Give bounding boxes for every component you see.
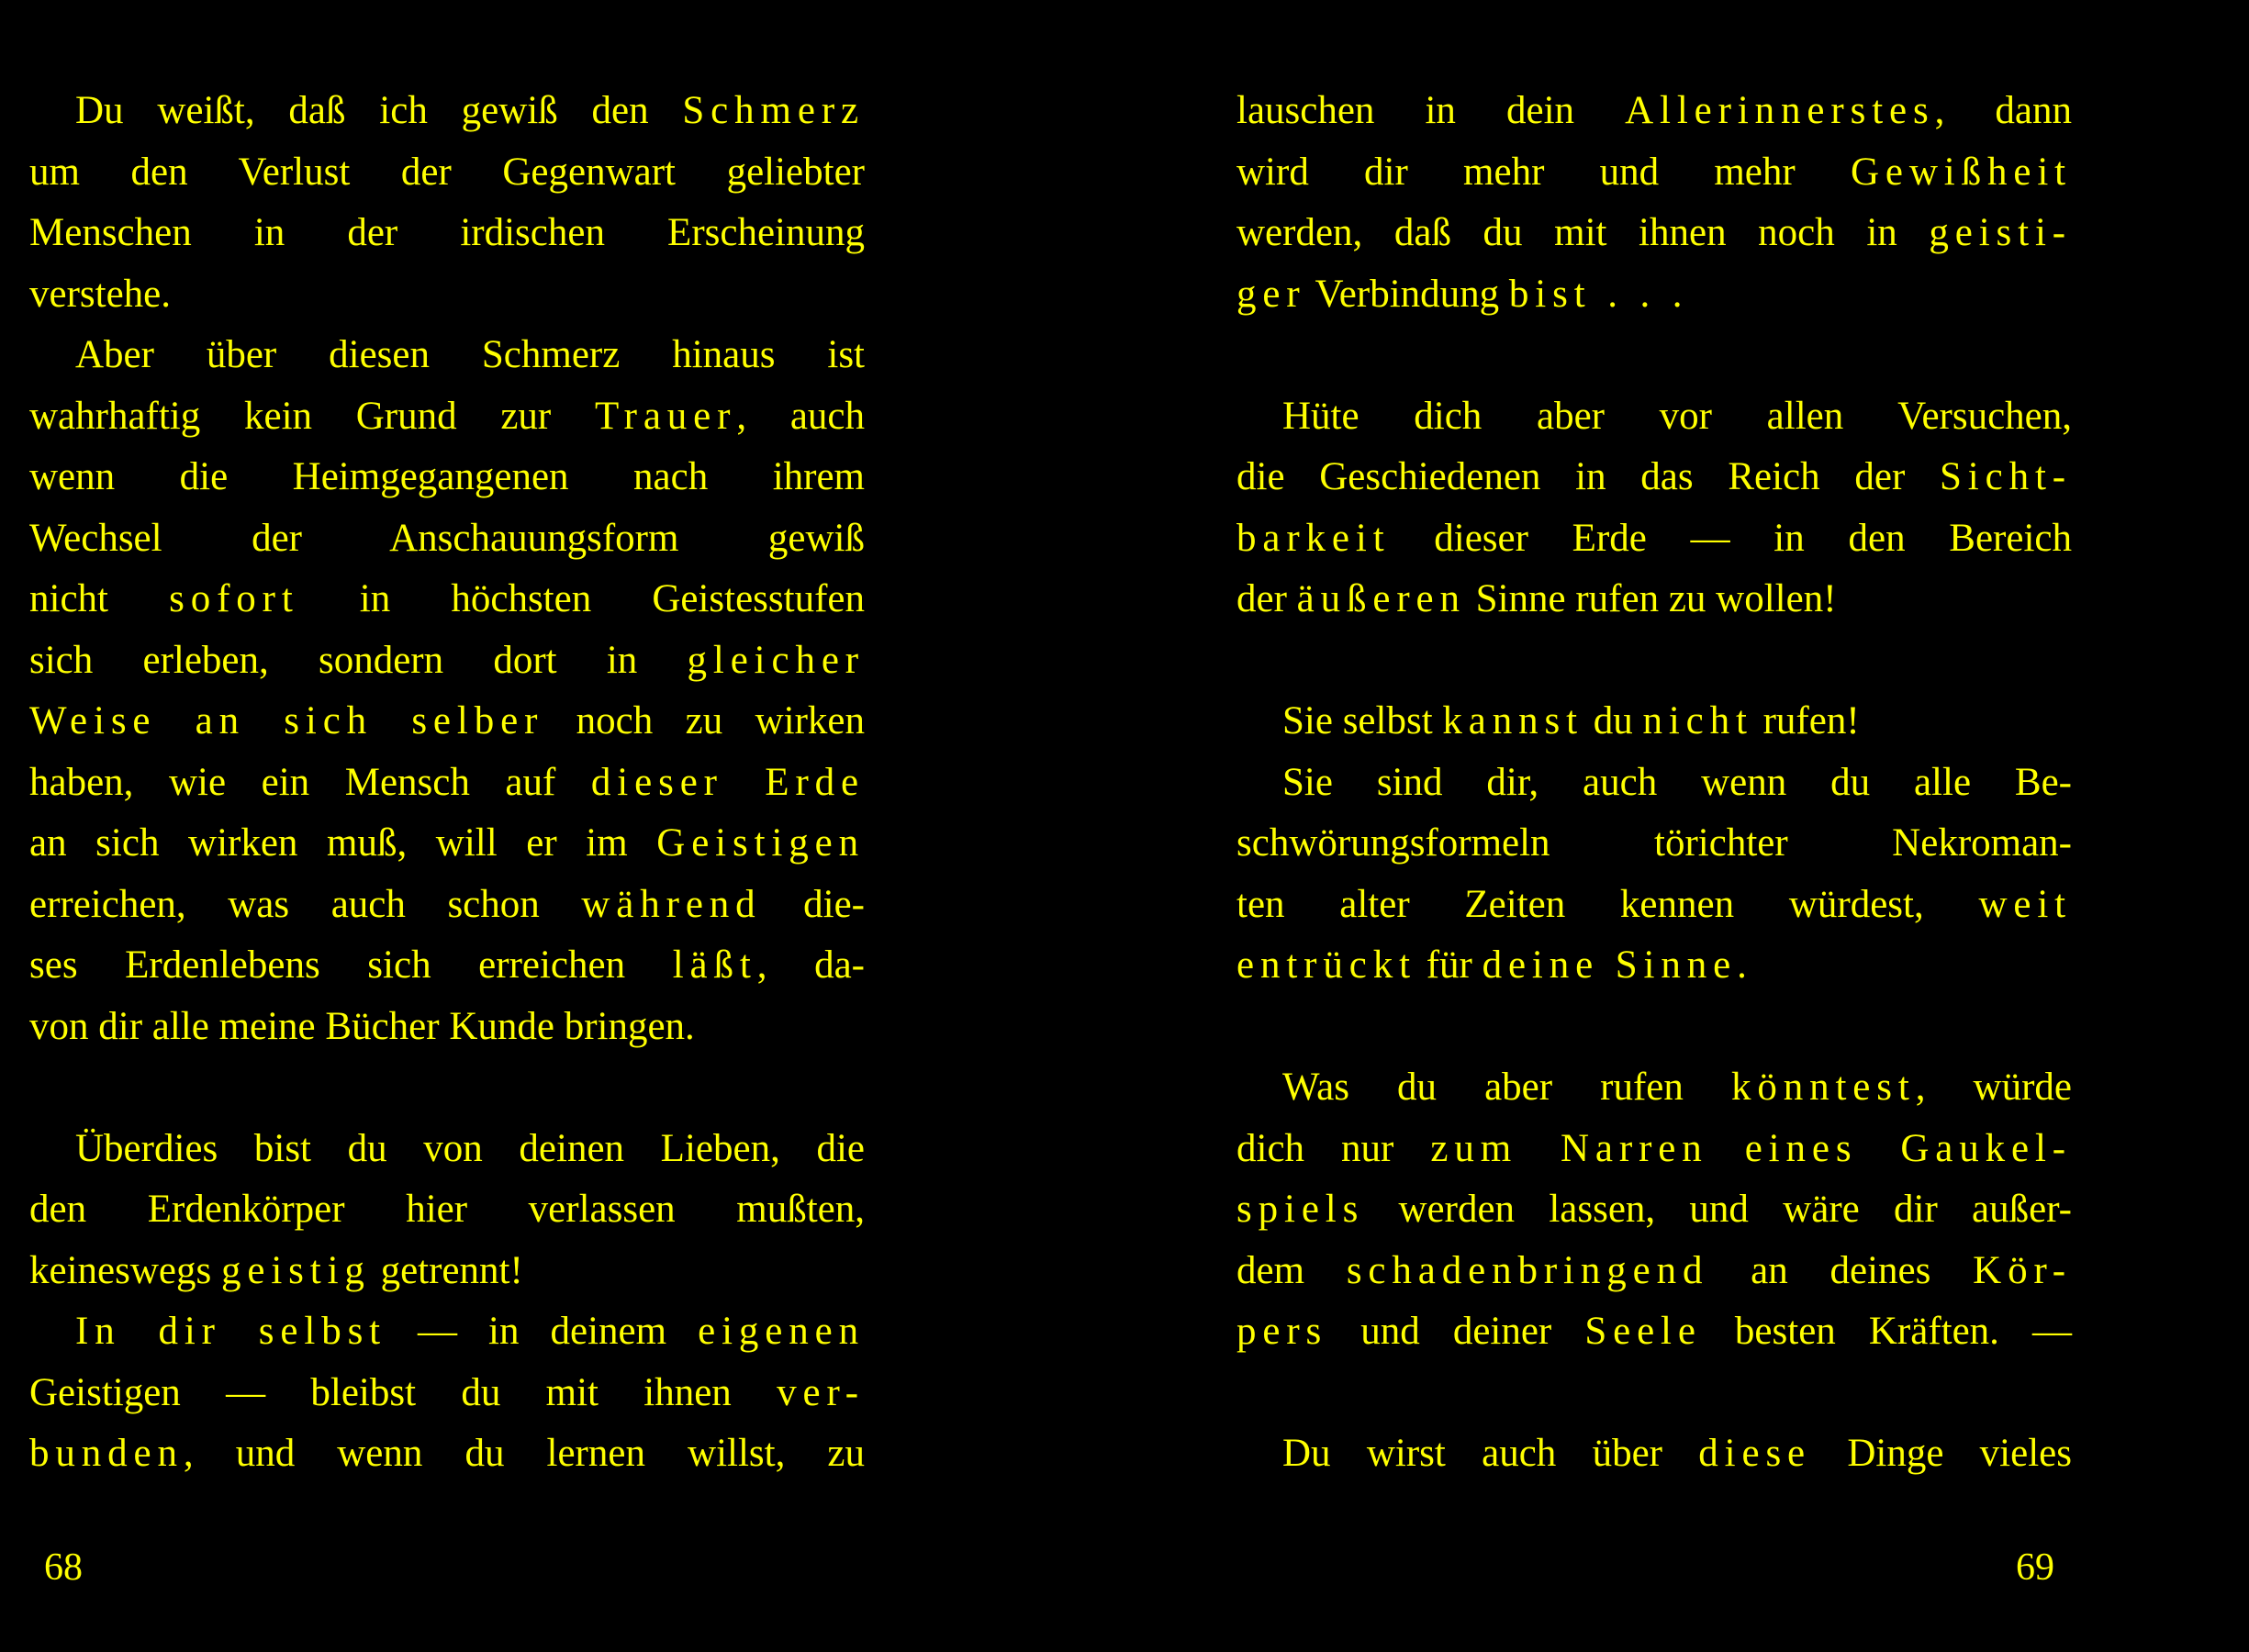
- text-run: Aber über diesen Schmerz hinaus ist: [75, 333, 865, 376]
- text-line: [29, 81, 865, 142]
- paragraph-gap: [1236, 325, 2072, 386]
- spaced-text: spiels: [1236, 1188, 1365, 1231]
- text-line: [29, 508, 865, 570]
- spaced-text: gleicher: [687, 638, 865, 682]
- spaced-text: deine Sinne.: [1482, 943, 1753, 987]
- text-run: um den Verlust der Gegenwart geliebter: [29, 150, 865, 194]
- text-run: dem: [1236, 1248, 1347, 1292]
- text-run: wenn die Heimgegangenen nach ihrem: [29, 455, 865, 498]
- text-line: [29, 325, 865, 386]
- spaced-text: Weise an sich selber: [29, 699, 544, 742]
- text-run: schwörungsformeln törichter Nekroman-: [1236, 821, 2072, 865]
- text-line: [1236, 1119, 2072, 1180]
- text-line: [1236, 569, 2072, 631]
- spaced-text: zum Narren: [1430, 1126, 1708, 1170]
- text-line: [29, 386, 865, 448]
- text-run: , dann: [1934, 89, 2072, 132]
- text-line: [1236, 813, 2072, 875]
- left-page-text: [29, 81, 865, 1485]
- text-run: von dir alle meine Bücher Kunde bringen.: [29, 1004, 695, 1048]
- text-line: [29, 753, 865, 814]
- text-run: Sie selbst: [1282, 699, 1443, 742]
- spaced-text: pers: [1236, 1310, 1328, 1353]
- paragraph-gap: [1236, 997, 2072, 1058]
- spaced-text: geisti-: [1929, 211, 2072, 254]
- text-line: [29, 264, 865, 326]
- text-run: Sie sind dir, auch wenn du alle Be-: [1282, 760, 2072, 804]
- text-run: Hüte dich aber vor allen Versuchen,: [1282, 394, 2072, 438]
- text-run: Sinne rufen zu wollen!: [1465, 577, 1837, 620]
- text-run: besten Kräften. —: [1701, 1310, 2072, 1353]
- text-run: und deiner: [1327, 1310, 1585, 1353]
- spaced-text: Trauer: [594, 394, 737, 438]
- text-run: noch zu wirken: [543, 699, 865, 742]
- spaced-text: Allerinnerstes: [1625, 89, 1935, 132]
- spaced-text: In dir selbst: [75, 1310, 387, 1353]
- text-line: [29, 1119, 865, 1180]
- right-page: [1124, 0, 2249, 1652]
- text-line: [29, 203, 865, 264]
- spaced-text: läßt: [672, 943, 757, 987]
- paragraph-gap: [1236, 1363, 2072, 1424]
- text-run: erreichen, was auch schon: [29, 882, 582, 926]
- spaced-text: dieser Erde: [590, 760, 865, 804]
- text-run: ses Erdenlebens sich erreichen: [29, 943, 673, 987]
- text-run: werden lassen, und wäre dir außer-: [1364, 1188, 2072, 1231]
- text-line: [1236, 935, 2072, 997]
- text-run: sich erleben, sondern dort in: [29, 638, 688, 682]
- text-run: nicht: [29, 577, 170, 620]
- spaced-text: diese: [1698, 1432, 1812, 1475]
- text-line: [1236, 1241, 2072, 1302]
- spaced-text: eines Gaukel-: [1744, 1126, 2072, 1170]
- paragraph-gap: [29, 1057, 865, 1119]
- text-line: [1236, 753, 2072, 814]
- text-line: [1236, 203, 2072, 264]
- text-line: [1236, 386, 2072, 448]
- spaced-text: Seele: [1584, 1310, 1702, 1353]
- text-run: haben, wie ein Mensch auf: [29, 760, 591, 804]
- text-line: [29, 813, 865, 875]
- text-run: Geistigen — bleibst du mit ihnen: [29, 1370, 778, 1414]
- text-run: die-: [761, 882, 865, 926]
- spaced-text: ger: [1236, 272, 1306, 316]
- text-line: [1236, 264, 2072, 326]
- right-page-text: [1236, 81, 2072, 1485]
- spaced-text: weit: [1978, 882, 2072, 926]
- text-run: dich nur: [1236, 1126, 1431, 1170]
- text-line: [1236, 447, 2072, 508]
- text-line: [29, 875, 865, 936]
- spaced-text: barkeit: [1236, 516, 1391, 560]
- text-line: [29, 142, 865, 204]
- text-run: , würde: [1915, 1066, 2072, 1109]
- text-line: [1236, 508, 2072, 570]
- text-run: — in deinem: [386, 1310, 699, 1353]
- text-run: verstehe.: [29, 272, 172, 316]
- text-line: [29, 1363, 865, 1424]
- text-line: [29, 1241, 865, 1302]
- spaced-text: bist . . .: [1508, 272, 1689, 316]
- text-line: [29, 997, 865, 1058]
- text-line: [29, 569, 865, 631]
- text-run: getrennt!: [370, 1248, 523, 1292]
- text-run: Wechsel der Anschauungsform gewiß: [29, 516, 865, 560]
- spaced-text: entrückt: [1236, 943, 1416, 987]
- spaced-text: Schmerz: [682, 89, 865, 132]
- spaced-text: Kör-: [1973, 1248, 2072, 1292]
- left-page: [0, 0, 1124, 1652]
- text-run: wird dir mehr und mehr: [1236, 150, 1851, 194]
- spaced-text: während: [581, 882, 762, 926]
- text-line: [29, 1301, 865, 1363]
- text-line: [29, 447, 865, 508]
- text-run: du: [1583, 699, 1643, 742]
- text-run: Überdies bist du von deinen Lieben, die: [75, 1126, 865, 1170]
- text-run: werden, daß du mit ihnen noch in: [1236, 211, 1930, 254]
- paragraph-gap: [1236, 631, 2072, 692]
- text-run: , auch: [736, 394, 865, 438]
- spaced-text: schadenbringend: [1346, 1248, 1709, 1292]
- text-run: der: [1236, 577, 1297, 620]
- text-run: Menschen in der irdischen Erscheinung: [29, 211, 865, 254]
- text-run: die Geschiedenen in das Reich der: [1236, 455, 1940, 498]
- text-line: [29, 935, 865, 997]
- text-run: in höchsten Geistesstufen: [298, 577, 865, 620]
- spaced-text: Sicht-: [1940, 455, 2072, 498]
- spaced-text: eigenen: [698, 1310, 865, 1353]
- text-run: an deines: [1708, 1248, 1974, 1292]
- text-run: ten alter Zeiten kennen würdest,: [1236, 882, 1979, 926]
- spaced-text: könntest: [1730, 1066, 1916, 1109]
- text-line: [29, 1423, 865, 1485]
- right-page-number: 69: [2016, 1546, 2054, 1589]
- text-run: Verbindung: [1305, 272, 1509, 316]
- text-run: rufen!: [1752, 699, 1860, 742]
- text-line: [1236, 142, 2072, 204]
- text-run: , und wenn du lernen willst, zu: [183, 1432, 865, 1475]
- text-line: [1236, 1423, 2072, 1485]
- spaced-text: Geistigen: [656, 821, 865, 865]
- text-run: dieser Erde — in den Bereich: [1390, 516, 2072, 560]
- left-page-number: 68: [44, 1546, 83, 1589]
- text-run: [1708, 1127, 1745, 1170]
- text-line: [1236, 1057, 2072, 1119]
- spaced-text: sofort: [169, 577, 299, 620]
- spaced-text: äußeren: [1296, 577, 1466, 620]
- text-run: wahrhaftig kein Grund zur: [29, 394, 595, 438]
- text-line: [29, 691, 865, 753]
- text-run: keineswegs: [29, 1248, 221, 1292]
- text-run: , da-: [756, 943, 866, 987]
- text-line: [1236, 81, 2072, 142]
- text-run: für: [1415, 943, 1483, 987]
- text-line: [1236, 1179, 2072, 1241]
- spaced-text: Gewißheit: [1850, 150, 2072, 194]
- text-run: Was du aber rufen: [1282, 1066, 1731, 1109]
- text-run: lauschen in dein: [1236, 89, 1626, 132]
- text-run: Du weißt, daß ich gewiß den: [75, 89, 683, 132]
- text-run: Dinge vieles: [1811, 1432, 2072, 1475]
- text-line: [1236, 691, 2072, 753]
- spaced-text: geistig: [220, 1248, 371, 1292]
- text-line: [29, 1179, 865, 1241]
- text-line: [1236, 875, 2072, 936]
- text-run: den Erdenkörper hier verlassen mußten,: [29, 1188, 865, 1231]
- text-line: [29, 631, 865, 692]
- spaced-text: kannst: [1442, 699, 1583, 742]
- spaced-text: nicht: [1642, 699, 1753, 742]
- spaced-text: bunden: [29, 1432, 184, 1475]
- text-run: Du wirst auch über: [1282, 1432, 1699, 1475]
- text-line: [1236, 1301, 2072, 1363]
- text-run: an sich wirken muß, will er im: [29, 821, 657, 865]
- spaced-text: ver-: [777, 1370, 865, 1414]
